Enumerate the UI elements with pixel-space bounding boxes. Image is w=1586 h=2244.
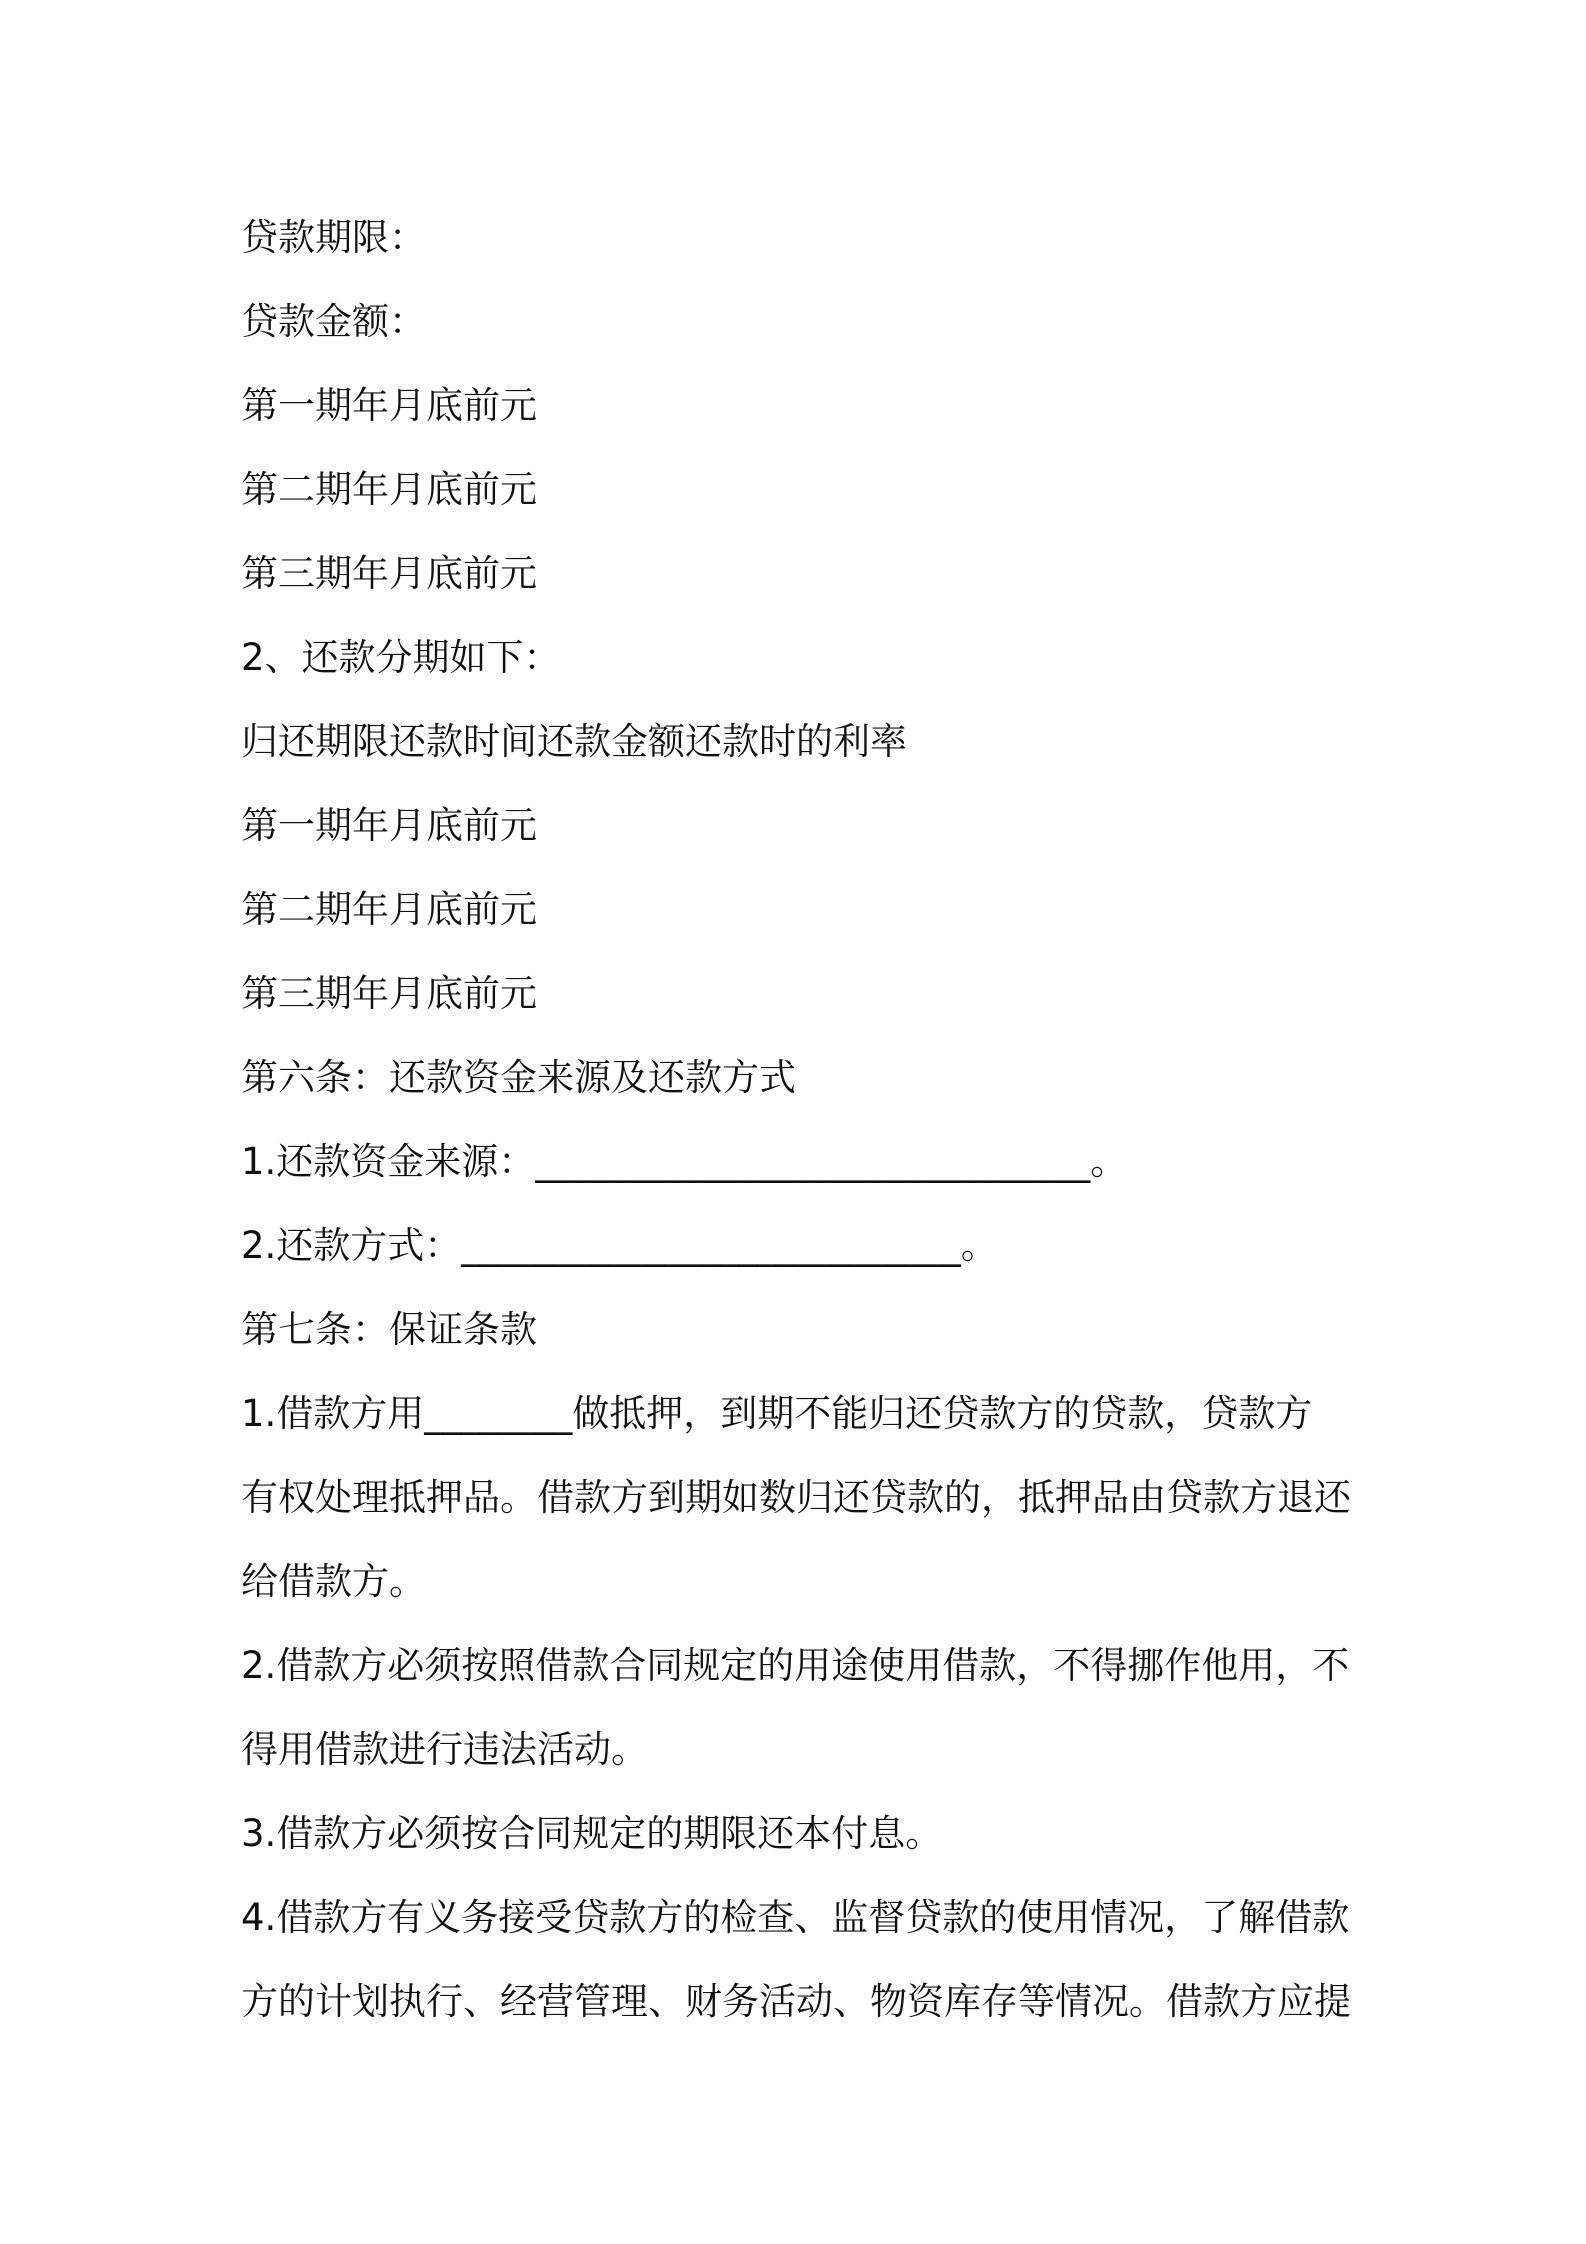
clause-4-line-2: 方的计划执行、经营管理、财务活动、物资库存等情况。借款方应提 (241, 1980, 1351, 2023)
repayment-schedule-heading: 2、还款分期如下： (241, 636, 561, 679)
clause-1-line-1: 1.借款方用________做抵押，到期不能归还贷款方的贷款，贷款方 (241, 1392, 1313, 1435)
article-7-heading: 第七条：保证条款 (241, 1308, 537, 1351)
repayment-source-line: 1.还款资金来源：______________________________。 (241, 1140, 1128, 1183)
repayment-row-3: 第三期年月底前元 (241, 972, 537, 1015)
document-body (241, 196, 1361, 2044)
installment-1-line: 第一期年月底前元 (241, 384, 537, 427)
installment-3-line: 第三期年月底前元 (241, 552, 537, 595)
clause-1-line-2: 有权处理抵押品。借款方到期如数归还贷款的，抵押品由贷款方退还 (241, 1476, 1351, 1519)
repayment-table-header: 归还期限还款时间还款金额还款时的利率 (241, 720, 907, 763)
repayment-row-1: 第一期年月底前元 (241, 804, 537, 847)
clause-2-line-1: 2.借款方必须按照借款合同规定的用途使用借款，不得挪作他用，不 (241, 1644, 1350, 1687)
article-6-heading: 第六条：还款资金来源及还款方式 (241, 1056, 796, 1099)
clause-1-line-3: 给借款方。 (241, 1560, 426, 1603)
repayment-method-line: 2.还款方式：___________________________。 (241, 1224, 998, 1267)
loan-amount-label: 贷款金额： (241, 300, 426, 343)
clause-2-line-2: 得用借款进行违法活动。 (241, 1728, 648, 1771)
installment-2-line: 第二期年月底前元 (241, 468, 537, 511)
repayment-row-2: 第二期年月底前元 (241, 888, 537, 931)
loan-term-label: 贷款期限： (241, 216, 426, 259)
clause-3-line: 3.借款方必须按合同规定的期限还本付息。 (241, 1812, 943, 1855)
clause-4-line-1: 4.借款方有义务接受贷款方的检查、监督贷款的使用情况，了解借款 (241, 1896, 1350, 1939)
